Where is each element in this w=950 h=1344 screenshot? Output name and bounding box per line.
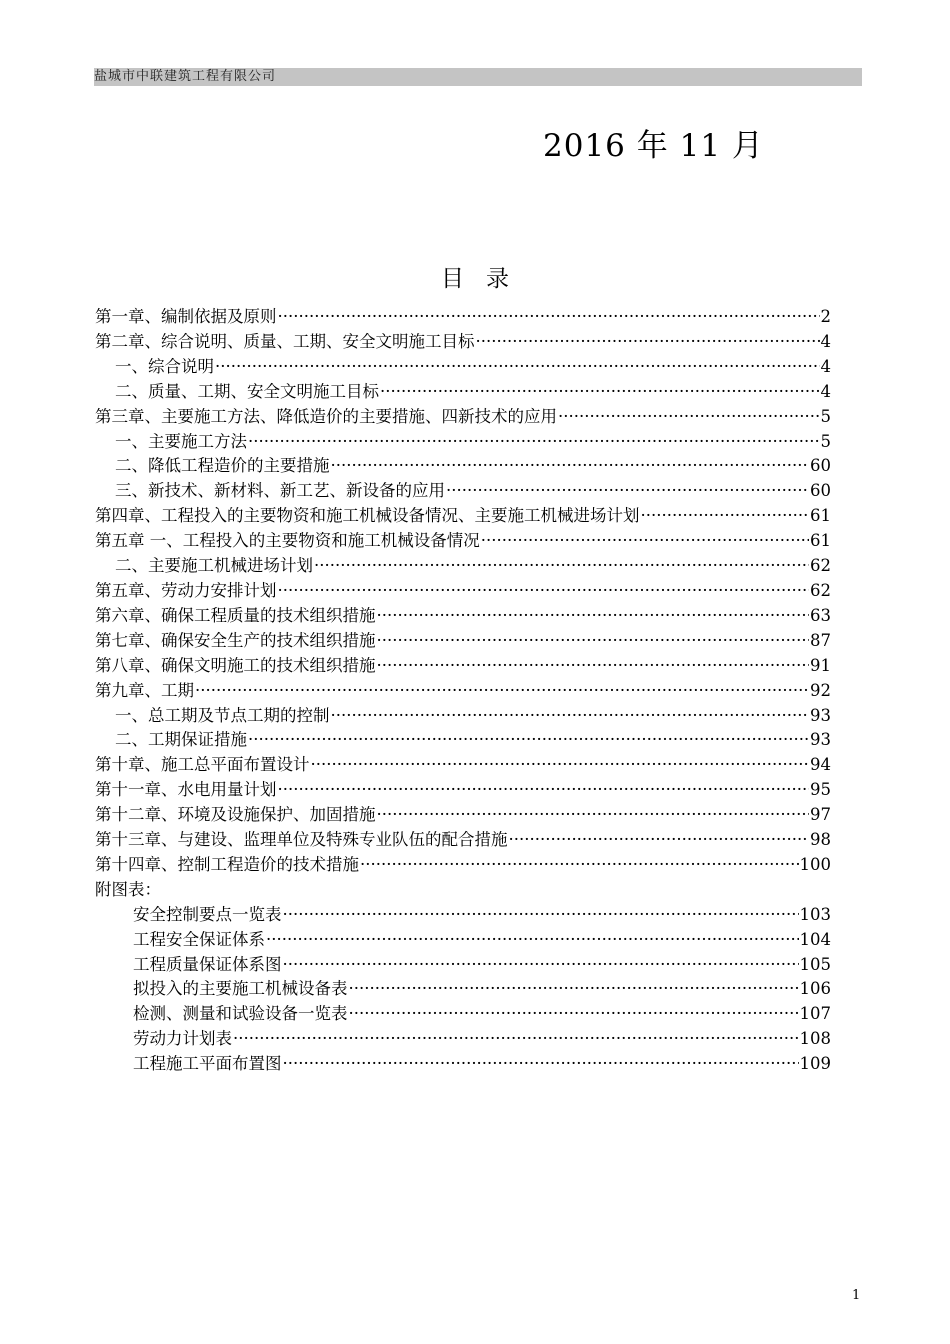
toc-entry-page: 103	[799, 904, 831, 924]
toc-entry-page: 106	[799, 979, 831, 999]
toc-entry-page: 61	[810, 506, 831, 526]
toc-entry[interactable]	[95, 803, 831, 828]
toc-dot-leader	[283, 1052, 799, 1077]
toc-entry-page: 63	[810, 605, 831, 625]
toc-entry-text: 第十四章、控制工程造价的技术措施	[95, 854, 359, 874]
toc-entry-page: 62	[810, 556, 831, 576]
toc-entry-text: 第四章、工程投入的主要物资和施工机械设备情况、主要施工机械进场计划	[95, 506, 640, 526]
toc-dot-leader	[349, 1002, 799, 1027]
toc-dot-leader	[195, 679, 809, 704]
toc-entry-page: 2	[820, 307, 831, 326]
toc-dot-leader	[509, 828, 810, 853]
toc-entry-page: 4	[820, 331, 831, 351]
toc-entry-text: 第十三章、与建设、监理单位及特殊专业队伍的配合措施	[95, 830, 508, 850]
toc-dot-leader	[248, 728, 809, 753]
toc-entry-page: 5	[820, 406, 831, 426]
toc-dot-leader	[278, 579, 810, 604]
toc-entry-page: 62	[810, 580, 831, 600]
toc-entry-text: 第二章、综合说明、质量、工期、安全文明施工目标	[95, 331, 475, 351]
toc-entry-text: 第七章、确保安全生产的技术组织措施	[95, 630, 376, 650]
toc-entry-page: 91	[810, 655, 831, 675]
toc-entry-text: 第八章、确保文明施工的技术组织措施	[95, 655, 376, 675]
running-header	[94, 68, 862, 86]
toc-entry[interactable]	[95, 654, 831, 679]
toc-dot-leader	[283, 903, 799, 928]
toc-entry-text: 第十二章、环境及设施保护、加固措施	[95, 805, 376, 825]
toc-entry-text: 附图表：	[95, 879, 161, 899]
toc-entry-text: 第五章、劳动力安排计划	[95, 580, 277, 600]
table-of-contents	[95, 305, 831, 1077]
toc-entry-page: 104	[799, 929, 831, 949]
toc-entry-text: 二、质量、工期、安全文明施工目标	[115, 381, 379, 401]
toc-entry-text: 工程安全保证体系	[133, 929, 265, 949]
toc-title: 目录	[441, 266, 531, 292]
toc-entry-text: 第九章、工期	[95, 680, 194, 700]
toc-dot-leader	[481, 529, 809, 554]
toc-dot-leader	[233, 1027, 799, 1052]
toc-entry[interactable]	[95, 529, 831, 554]
toc-entry-page: 4	[820, 381, 831, 401]
company-name: 盐城市中联建筑工程有限公司	[94, 69, 277, 84]
toc-dot-leader	[377, 803, 810, 828]
toc-entry-text: 二、工期保证措施	[115, 730, 247, 750]
toc-dot-leader	[380, 380, 820, 405]
toc-entry[interactable]	[95, 504, 831, 529]
toc-entry[interactable]	[95, 679, 831, 704]
toc-entry-page: 87	[810, 630, 831, 650]
toc-dot-leader	[283, 953, 799, 978]
toc-dot-leader	[248, 430, 820, 455]
toc-entry-text: 一、主要施工方法	[115, 431, 247, 451]
toc-entry-text: 一、综合说明	[115, 356, 214, 376]
toc-entry[interactable]	[95, 728, 831, 753]
toc-entry-page: 105	[799, 954, 831, 974]
toc-entry[interactable]	[95, 629, 831, 654]
toc-entry-text: 一、总工期及节点工期的控制	[115, 705, 330, 725]
toc-entry-page: 60	[810, 456, 831, 476]
toc-dot-leader	[349, 977, 799, 1002]
toc-entry-page: 93	[810, 705, 831, 725]
toc-entry-text: 第十一章、水电用量计划	[95, 780, 277, 800]
toc-entry-page: 5	[820, 431, 831, 451]
toc-dot-leader	[476, 330, 820, 355]
toc-entry[interactable]	[95, 380, 831, 405]
toc-entry[interactable]	[95, 1052, 831, 1077]
toc-entry-page: 100	[799, 854, 831, 874]
toc-entry[interactable]	[95, 454, 831, 479]
toc-entry-text: 第十章、施工总平面布置设计	[95, 755, 310, 775]
toc-entry[interactable]	[95, 1027, 831, 1052]
toc-entry-text: 三、新技术、新材料、新工艺、新设备的应用	[115, 481, 445, 501]
toc-entry-text: 工程施工平面布置图	[133, 1054, 282, 1074]
toc-entry-text: 工程质量保证体系图	[133, 954, 282, 974]
toc-entry[interactable]	[95, 853, 831, 878]
toc-entry-text: 第五章 一、工程投入的主要物资和施工机械设备情况	[95, 531, 480, 551]
toc-entry-page: 60	[810, 481, 831, 501]
toc-entry[interactable]	[95, 753, 831, 778]
toc-entry-page: 94	[810, 755, 831, 775]
toc-dot-leader	[360, 853, 799, 878]
toc-entry-page: 95	[810, 780, 831, 800]
toc-dot-leader	[311, 753, 810, 778]
toc-dot-leader	[377, 604, 810, 629]
toc-entry-page: 107	[799, 1004, 831, 1024]
toc-entry-page: 98	[810, 830, 831, 850]
toc-entry[interactable]	[95, 977, 831, 1002]
toc-entry[interactable]	[95, 305, 831, 330]
toc-entry-text: 第一章、编制依据及原则	[95, 307, 277, 326]
toc-entry[interactable]	[95, 430, 831, 455]
toc-dot-leader	[558, 405, 820, 430]
toc-entry-text: 拟投入的主要施工机械设备表	[133, 979, 348, 999]
toc-entry-text: 二、降低工程造价的主要措施	[115, 456, 330, 476]
toc-entry[interactable]	[95, 330, 831, 355]
toc-entry[interactable]	[95, 953, 831, 978]
toc-entry[interactable]	[95, 1002, 831, 1027]
toc-entry-page: 109	[799, 1054, 831, 1074]
document-date: 2016 年 11 月	[543, 128, 764, 164]
toc-dot-leader	[641, 504, 810, 529]
toc-entry-text: 第六章、确保工程质量的技术组织措施	[95, 605, 376, 625]
toc-entry-text: 安全控制要点一览表	[133, 904, 282, 924]
toc-dot-leader	[331, 704, 810, 729]
toc-dot-leader	[314, 554, 809, 579]
toc-entry[interactable]	[95, 579, 831, 604]
toc-dot-leader	[215, 355, 820, 380]
toc-entry-text: 劳动力计划表	[133, 1029, 232, 1049]
toc-entry-page: 93	[810, 730, 831, 750]
toc-dot-leader	[377, 629, 810, 654]
toc-entry[interactable]	[95, 479, 831, 504]
toc-dot-leader	[266, 928, 799, 953]
toc-dot-leader	[278, 778, 810, 803]
toc-entry[interactable]	[95, 778, 831, 803]
toc-entry[interactable]	[95, 878, 831, 903]
toc-entry[interactable]	[95, 604, 831, 629]
toc-entry-page: 4	[820, 356, 831, 376]
toc-entry[interactable]	[95, 828, 831, 853]
toc-entry-page: 61	[810, 531, 831, 551]
toc-entry[interactable]	[95, 554, 831, 579]
toc-entry[interactable]	[95, 405, 831, 430]
toc-entry[interactable]	[95, 928, 831, 953]
toc-entry[interactable]	[95, 355, 831, 380]
page-number: 1	[852, 1288, 861, 1303]
toc-entry[interactable]	[95, 704, 831, 729]
toc-dot-leader	[377, 654, 810, 679]
toc-dot-leader	[446, 479, 809, 504]
toc-entry-text: 二、主要施工机械进场计划	[115, 556, 313, 576]
toc-entry-text: 第三章、主要施工方法、降低造价的主要措施、四新技术的应用	[95, 406, 557, 426]
toc-entry-page: 97	[810, 805, 831, 825]
toc-entry[interactable]	[95, 903, 831, 928]
toc-entry-text: 检测、测量和试验设备一览表	[133, 1004, 348, 1024]
toc-dot-leader	[331, 454, 810, 479]
toc-entry-page: 108	[799, 1029, 831, 1049]
toc-entry-page: 92	[810, 680, 831, 700]
toc-dot-leader	[278, 305, 820, 330]
